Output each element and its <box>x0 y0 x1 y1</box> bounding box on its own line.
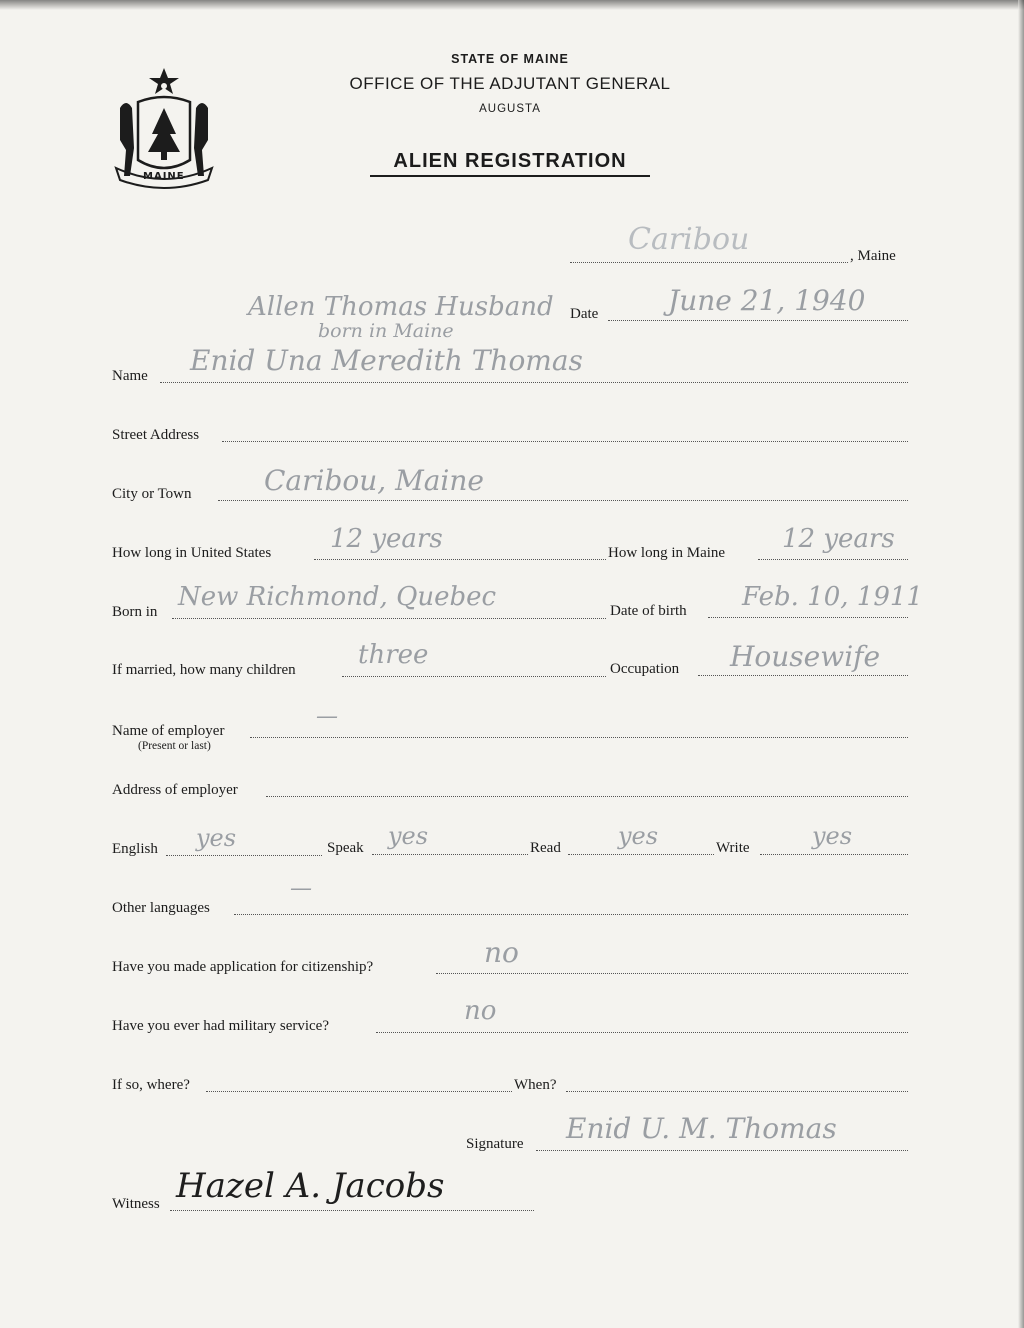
employer-value: — <box>316 704 338 729</box>
annotation-line1: Allen Thomas Husband <box>248 292 554 322</box>
speak-value: yes <box>388 822 429 850</box>
how-long-us-value: 12 years <box>330 524 443 554</box>
city-label: City or Town <box>112 486 192 502</box>
how-long-us-line <box>314 559 606 560</box>
born-in-label: Born in <box>112 604 158 620</box>
military-label: Have you ever had military service? <box>112 1018 329 1034</box>
read-line <box>568 854 714 855</box>
place-suffix: , Maine <box>850 248 896 264</box>
seal-banner-text: MAINE <box>143 171 185 182</box>
other-languages-value: — <box>290 876 312 901</box>
where-label: If so, where? <box>112 1077 190 1093</box>
english-label: English <box>112 841 158 857</box>
signature-line <box>536 1150 908 1151</box>
citizenship-value: no <box>484 936 519 969</box>
name-line <box>160 382 908 383</box>
citizenship-line <box>436 973 908 974</box>
read-label: Read <box>530 840 561 856</box>
witness-line <box>170 1210 534 1211</box>
occupation-value: Housewife <box>730 640 881 673</box>
date-of-birth-line <box>708 617 908 618</box>
speak-label: Speak <box>327 840 364 856</box>
write-value: yes <box>812 822 853 850</box>
write-label: Write <box>716 840 750 856</box>
state-heading: STATE OF MAINE <box>451 52 569 66</box>
military-line <box>376 1032 908 1033</box>
read-value: yes <box>618 822 659 850</box>
occupation-label: Occupation <box>610 661 680 677</box>
street-label: Street Address <box>112 427 200 443</box>
where-line <box>206 1091 512 1092</box>
when-label: When? <box>514 1077 557 1093</box>
children-label: If married, how many children <box>112 662 296 678</box>
children-line <box>342 676 606 677</box>
other-languages-line <box>234 914 908 915</box>
date-of-birth-label: Date of birth <box>610 603 687 619</box>
citizenship-label: Have you made application for citizenship? <box>112 959 374 975</box>
employer-sublabel: (Present or last) <box>138 740 211 752</box>
born-in-line <box>172 618 606 619</box>
city-line <box>218 500 908 501</box>
scan-edge <box>0 0 1024 10</box>
employer-address-label: Address of employer <box>112 782 238 798</box>
english-value: yes <box>196 824 237 852</box>
witness-value: Hazel A. Jacobs <box>176 1166 445 1206</box>
date-label: Date <box>570 306 599 322</box>
born-in-value: New Richmond, Quebec <box>178 582 497 612</box>
name-value: Enid Una Meredith Thomas <box>190 344 583 377</box>
name-label: Name <box>112 368 148 384</box>
employer-address-line <box>266 796 908 797</box>
write-line <box>760 854 908 855</box>
how-long-us-label: How long in United States <box>112 545 272 561</box>
date-value: June 21, 1940 <box>668 284 866 317</box>
annotation-line2: born in Maine <box>318 320 454 342</box>
military-value: no <box>464 996 497 1026</box>
employer-line <box>250 737 908 738</box>
city-value: Caribou, Maine <box>264 464 484 497</box>
speak-line <box>372 854 528 855</box>
children-value: three <box>358 640 429 670</box>
signature-value: Enid U. M. Thomas <box>566 1112 837 1145</box>
signature-label: Signature <box>466 1136 524 1152</box>
english-line <box>166 855 322 856</box>
witness-label: Witness <box>112 1196 160 1212</box>
date-line <box>608 320 908 321</box>
office-heading: OFFICE OF THE ADJUTANT GENERAL <box>349 74 671 93</box>
scan-edge <box>1018 0 1024 1328</box>
place-line <box>570 262 848 263</box>
other-languages-label: Other languages <box>112 900 210 916</box>
how-long-maine-value: 12 years <box>782 524 895 554</box>
place-value: Caribou <box>628 222 750 257</box>
how-long-maine-label: How long in Maine <box>608 545 726 561</box>
when-line <box>566 1091 908 1092</box>
employer-label: Name of employer <box>112 723 225 739</box>
page-title: ALIEN REGISTRATION <box>370 150 650 177</box>
occupation-line <box>698 675 908 676</box>
city-heading: AUGUSTA <box>479 103 541 115</box>
street-line <box>222 441 908 442</box>
date-of-birth-value: Feb. 10, 1911 <box>742 582 923 612</box>
how-long-maine-line <box>758 559 908 560</box>
